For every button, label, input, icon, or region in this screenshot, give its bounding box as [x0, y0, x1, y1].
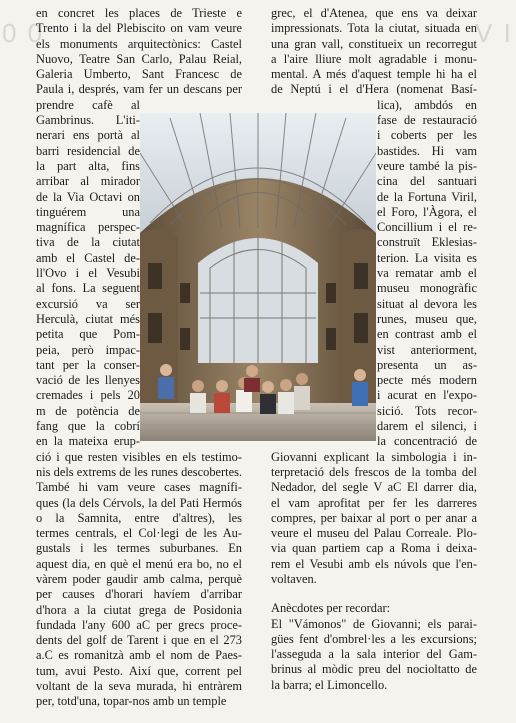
- right-column-line: de la Fortuna Viril,: [377, 189, 477, 204]
- left-column-line: nerari ens portà al: [36, 128, 140, 143]
- left-column-line: amb el Castel de-: [36, 250, 140, 265]
- right-column-line: veure també la pis-: [377, 158, 477, 173]
- left-column-line: de la Via Octavi on: [36, 189, 140, 204]
- right-column-line: runes, museu que,: [377, 311, 477, 326]
- left-column-line: També hi vam veure cases magnífi-: [36, 480, 242, 495]
- left-column-line: petita que Pom-: [36, 327, 140, 342]
- right-column-line: sició. Tots recor-: [377, 403, 477, 418]
- left-column-line: la part alta, fins: [36, 158, 140, 173]
- right-column-line: la concentració de: [377, 434, 477, 449]
- right-column-line: el Foro, l'Àgora, el: [377, 204, 477, 219]
- left-column-line: ció i que resten visibles en els testimo-: [36, 449, 242, 464]
- anecdotes-line: brinus al mòdic preu del nocioltatto de: [271, 662, 477, 677]
- left-column-line: arribar al mirador: [36, 174, 140, 189]
- right-column-line: veure el museu del Palau Correale. Plo-: [271, 526, 477, 541]
- right-column-line: cina del santuari: [377, 174, 477, 189]
- anecdotes-line: l'asseguda a la sala interior del Gam-: [271, 647, 477, 662]
- right-column-line: terion. La visita es: [377, 250, 477, 265]
- right-column-line: construït Eklesias-: [377, 235, 477, 250]
- right-column-line: Giovanni explicant la simbologia i in-: [271, 449, 477, 464]
- anecdotes-line: El "Vámonos" de Giovanni; els parai-: [271, 616, 477, 631]
- left-column-line: per causes d'horari havíem d'arribar: [36, 587, 242, 602]
- left-column-line: tiva de la ciutat: [36, 235, 140, 250]
- left-column-line: a.C es romanitzà amb el nom de Paes-: [36, 648, 242, 663]
- right-column-line: el vam aprofitat per fer les darreres: [271, 495, 477, 510]
- left-column-line: ll'Ovo i el Vesubi: [36, 266, 140, 281]
- left-column-line: en la mateixa erup-: [36, 434, 140, 449]
- right-column-line: situat al devora les: [377, 296, 477, 311]
- right-column-line: rem el Vesubi amb els núvols que l'en-: [271, 556, 477, 571]
- left-column-line: fang que la cobrí: [36, 419, 140, 434]
- right-column-line: bastides. Hi vam: [377, 143, 477, 158]
- anecdotes-line: gües fent d'ombrel·les a les excursions;: [271, 631, 477, 646]
- right-column-line: Nedador, del segle V aC El darrer dia,: [271, 480, 477, 495]
- left-column-line: gustals i les termes suburbanes. En: [36, 541, 242, 556]
- right-column-line: de Neptú i el d'Hera (nomenat Basí-: [271, 82, 477, 97]
- right-column-line: fase de restauració: [377, 113, 477, 128]
- anecdotes-heading: Anècdotes per recordar:: [271, 601, 391, 616]
- right-column-line: vist anteriorment,: [377, 342, 477, 357]
- left-column-line: en concret les places de Trieste e: [36, 6, 242, 20]
- left-column-line: o la Samnita, entre d'altres), les: [36, 510, 242, 525]
- left-column-line: tum, avui Pesto. Així que, corrent pel: [36, 663, 242, 678]
- anecdotes-text: [271, 617, 477, 693]
- right-column-line: pecte més modern: [377, 373, 477, 388]
- left-column-line: peia, però impac-: [36, 342, 140, 357]
- photo-illustration: [140, 113, 376, 441]
- left-column-line: Gambrinus. L'iti-: [36, 113, 140, 128]
- right-column-line: va rematar amb el: [377, 266, 477, 281]
- right-column-line: mental. A més d'aquest temple hi ha el: [271, 67, 477, 82]
- right-column-line: presenta un as-: [377, 357, 477, 372]
- left-column-line: dents del golf de Tarent i que en el 273: [36, 633, 242, 648]
- left-column-line: Herculà, ciutat més: [36, 311, 140, 326]
- left-column-line: tant per la conser-: [36, 357, 140, 372]
- left-column-line: m de potència de: [36, 403, 140, 418]
- right-column-line: Concillium i el re-: [377, 220, 477, 235]
- left-column-line: Nuovo, Teatre San Carlo, Palau Reial,: [36, 51, 242, 66]
- left-column-line: magnífica perspec-: [36, 220, 140, 235]
- left-column-line: vació de les llenyes: [36, 373, 140, 388]
- right-column-line: a l'aire lliure molt agradable i monu-: [271, 51, 477, 66]
- left-column-line: fundada l'any 600 aC per grecs proce-: [36, 617, 242, 632]
- left-column-line: termes centrals, el Col·legi de les Au-: [36, 526, 242, 541]
- left-column-line: vàrem poder gaudir amb calma, perquè: [36, 571, 242, 586]
- right-column-line: lica), ambdós en: [377, 97, 477, 112]
- right-column-line: en contrast amb el: [377, 327, 477, 342]
- right-column-line: darem el silenci, i: [377, 419, 477, 434]
- left-column-line: nis dels extrems de les runes descobertes.: [36, 464, 242, 479]
- left-column-line: d'hora a la ciutat grega de Posidonia: [36, 602, 242, 617]
- anecdotes-line: la barra; el Limoncello.: [271, 677, 388, 692]
- left-column-line: cremades i pels 20: [36, 388, 140, 403]
- show-through-text-left: 0 0: [2, 18, 45, 48]
- right-column-line: grec, el d'Atenea, que ens va deixar: [271, 6, 477, 20]
- right-column-line: impressionats. Tota la ciutat, situada en: [271, 21, 477, 36]
- left-column-line: ques (la dels Cérvols, la del Pati Hermós: [36, 495, 242, 510]
- left-column-line: els monuments arquitectònics: Castel: [36, 36, 242, 51]
- left-column-line: aquest dia, en què el menú era bo, no el: [36, 556, 242, 571]
- left-column-line: barri residencial de: [36, 143, 140, 158]
- right-column-line: i acurat en l'expo-: [377, 388, 477, 403]
- left-column-line: voltant de la seva murada, hi entràrem: [36, 679, 242, 694]
- right-column-line: terpretació dels frescos de la tomba del: [271, 464, 477, 479]
- right-column-line: una gran vall, constitueix un recorregut: [271, 36, 477, 51]
- left-column-line: prendre cafè al: [36, 97, 140, 112]
- left-column-line: Trento i la del Plebiscito on vam veure: [36, 21, 242, 36]
- right-column-line: museu monogràfic: [377, 281, 477, 296]
- left-column-line: al fons. La seguent: [36, 281, 140, 296]
- galleria-umberto-photo: [140, 113, 376, 441]
- left-column-line: per, totd'una, topar-nos amb un temple: [36, 694, 227, 709]
- right-column-line: compres, per baixar al port o per anar a: [271, 510, 477, 525]
- right-column-line: via quan partiem cap a Roma i deixa-: [271, 541, 477, 556]
- show-through-text-right: V I: [475, 18, 513, 48]
- left-column-line: Galeria Umberto, Sant Francesc de: [36, 67, 242, 82]
- right-column-line: voltaven.: [271, 571, 317, 586]
- right-column-line: i coberts per les: [377, 128, 477, 143]
- left-column-line: Paula i, després, vam fer un descans per: [36, 82, 242, 97]
- left-column-line: tinguérem una: [36, 204, 140, 219]
- left-column-line: excursió va ser: [36, 296, 140, 311]
